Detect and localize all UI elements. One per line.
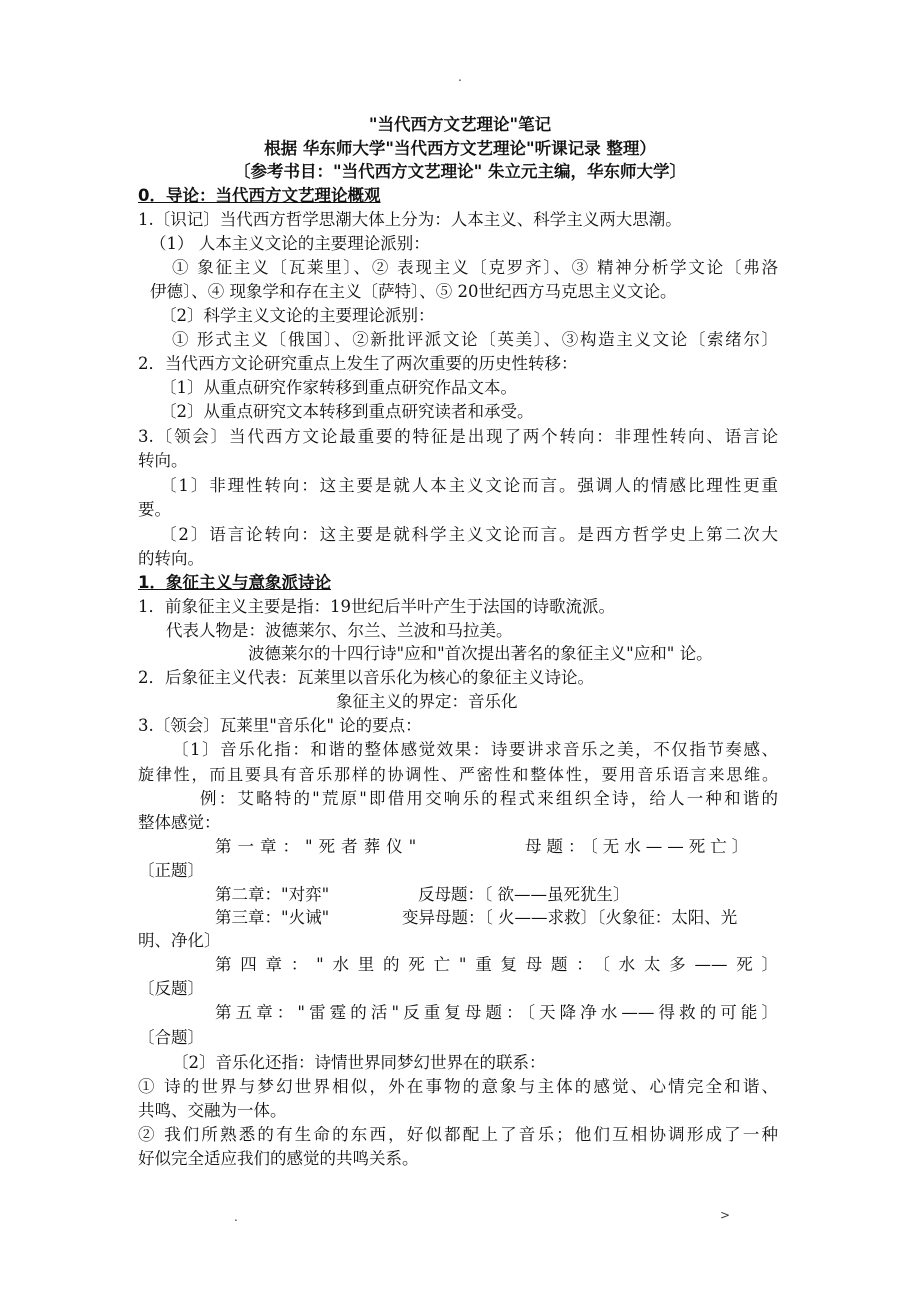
text-line: 〔反题〕 bbox=[138, 979, 204, 998]
header-mark: . bbox=[458, 70, 462, 84]
text-line: 母题：〔无水——死亡〕 bbox=[525, 837, 754, 856]
text-line: 〔1〕从重点研究作家转移到重点研究作品文本。 bbox=[160, 378, 517, 397]
text-line: 〔2〕语言论转向：这主要是就科学主义文论而言。是西方哲学史上第二次大 bbox=[160, 525, 778, 544]
section-heading: 0．导论：当代西方文艺理论概观 bbox=[138, 186, 381, 205]
text-line: 明、净化〕 bbox=[138, 931, 221, 950]
text-line: 共鸣、交融为一体。 bbox=[138, 1101, 287, 1120]
text-line: 1.〔识记〕当代西方哲学思潮大体上分为：人本主义、科学主义两大思潮。 bbox=[138, 210, 682, 229]
text-line: 1．前象征主义主要是指：19世纪后半叶产生于法国的诗歌流派。 bbox=[138, 597, 615, 616]
text-line: 〔1〕音乐化指：和谐的整体感觉效果：诗要讲求音乐之美，不仅指节奏感、 bbox=[172, 740, 778, 759]
section-heading: 1．象征主义与意象派诗论 bbox=[138, 573, 331, 592]
footer-mark-left: . bbox=[234, 1210, 238, 1224]
text-line: ② 我们所熟悉的有生命的东西，好似都配上了音乐；他们互相协调形成了一种 bbox=[138, 1125, 778, 1144]
text-line: 第二章："对弈" bbox=[215, 885, 330, 904]
text-line: 〔1〕非理性转向：这主要是就人本主义文论而言。强调人的情感比理性更重 bbox=[160, 476, 778, 495]
text-line: 要。 bbox=[138, 500, 171, 519]
text-line: 第一章："死者葬仪" bbox=[215, 837, 423, 856]
text-line: 波德莱尔的十四行诗"应和"首次提出著名的象征主义"应和" 论。 bbox=[248, 644, 713, 663]
text-line: （1） 人本主义文论的主要理论派别： bbox=[150, 234, 430, 253]
text-line: 〔2〕从重点研究文本转移到重点研究读者和承受。 bbox=[160, 402, 534, 421]
text-line: 〔合题〕 bbox=[138, 1028, 204, 1047]
text-line: 的转向。 bbox=[138, 549, 204, 568]
text-line: 象征主义的界定：音乐化 bbox=[336, 692, 518, 711]
text-line: 2．后象征主义代表：瓦莱里以音乐化为核心的象征主义诗论。 bbox=[138, 668, 594, 687]
text-line: 整体感觉： bbox=[138, 813, 221, 832]
doc-reference: 〔参考书目："当代西方文艺理论" 朱立元主编，华东师大学〕 bbox=[234, 162, 686, 181]
text-line: 例：艾略特的"荒原"即借用交响乐的程式来组织全诗，给人一种和谐的 bbox=[200, 789, 778, 808]
text-line: 旋律性，而且要具有音乐那样的协调性、严密性和整体性，要用音乐语言来思维。 bbox=[138, 765, 778, 784]
text-line: ① 诗的世界与梦幻世界相似，外在事物的意象与主体的感觉、心情完全和谐、 bbox=[138, 1077, 778, 1096]
doc-title: "当代西方文艺理论"笔记 bbox=[368, 115, 552, 134]
text-line: 反母题：〔 欲——虽死犹生〕 bbox=[418, 885, 630, 904]
text-line: 〔2〕科学主义文论的主要理论派别： bbox=[160, 306, 435, 325]
text-line: 转向。 bbox=[138, 451, 188, 470]
text-line: 3.〔领会〕当代西方文论最重要的特征是出现了两个转向：非理性转向、语言论 bbox=[138, 427, 778, 446]
text-line: 代表人物是：波德莱尔、尔兰、兰波和马拉美。 bbox=[166, 621, 513, 640]
text-line: 变异母题：〔 火——求救〕〔火象征：太阳、光 bbox=[402, 908, 738, 927]
text-line: ① 形式主义〔俄国〕、②新批评派文论〔英美〕、③构造主义文论〔索绪尔〕 bbox=[172, 330, 778, 349]
text-line: 3.〔领会〕瓦莱里"音乐化" 论的要点： bbox=[138, 716, 422, 735]
text-line: 第四章："水里的死亡"重复母题：〔水太多——死〕 bbox=[215, 955, 778, 974]
text-line: 好似完全适应我们的感觉的共鸣关系。 bbox=[138, 1149, 419, 1168]
text-line: 〔2〕音乐化还指：诗情世界同梦幻世界在的联系： bbox=[172, 1053, 546, 1072]
text-line: 伊德〕、④ 现象学和存在主义〔萨特〕、⑤ 20世纪西方马克思主义文论。 bbox=[150, 282, 677, 301]
doc-subtitle: 根据 华东师大学"当代西方文艺理论"听课记录 整理） bbox=[264, 139, 656, 158]
footer-mark-right: > bbox=[720, 1208, 731, 1222]
text-line: 第三章："火诫" bbox=[215, 908, 330, 927]
text-line: 第五章："雷霆的活"反重复母题：〔天降净水——得救的可能〕 bbox=[215, 1003, 778, 1022]
text-line: ① 象征主义〔瓦莱里〕、② 表现主义〔克罗齐〕、③ 精神分析学文论〔弗洛 bbox=[172, 258, 778, 277]
text-line: 2．当代西方文论研究重点上发生了两次重要的历史性转移： bbox=[138, 354, 578, 373]
text-line: 〔正题〕 bbox=[138, 861, 204, 880]
